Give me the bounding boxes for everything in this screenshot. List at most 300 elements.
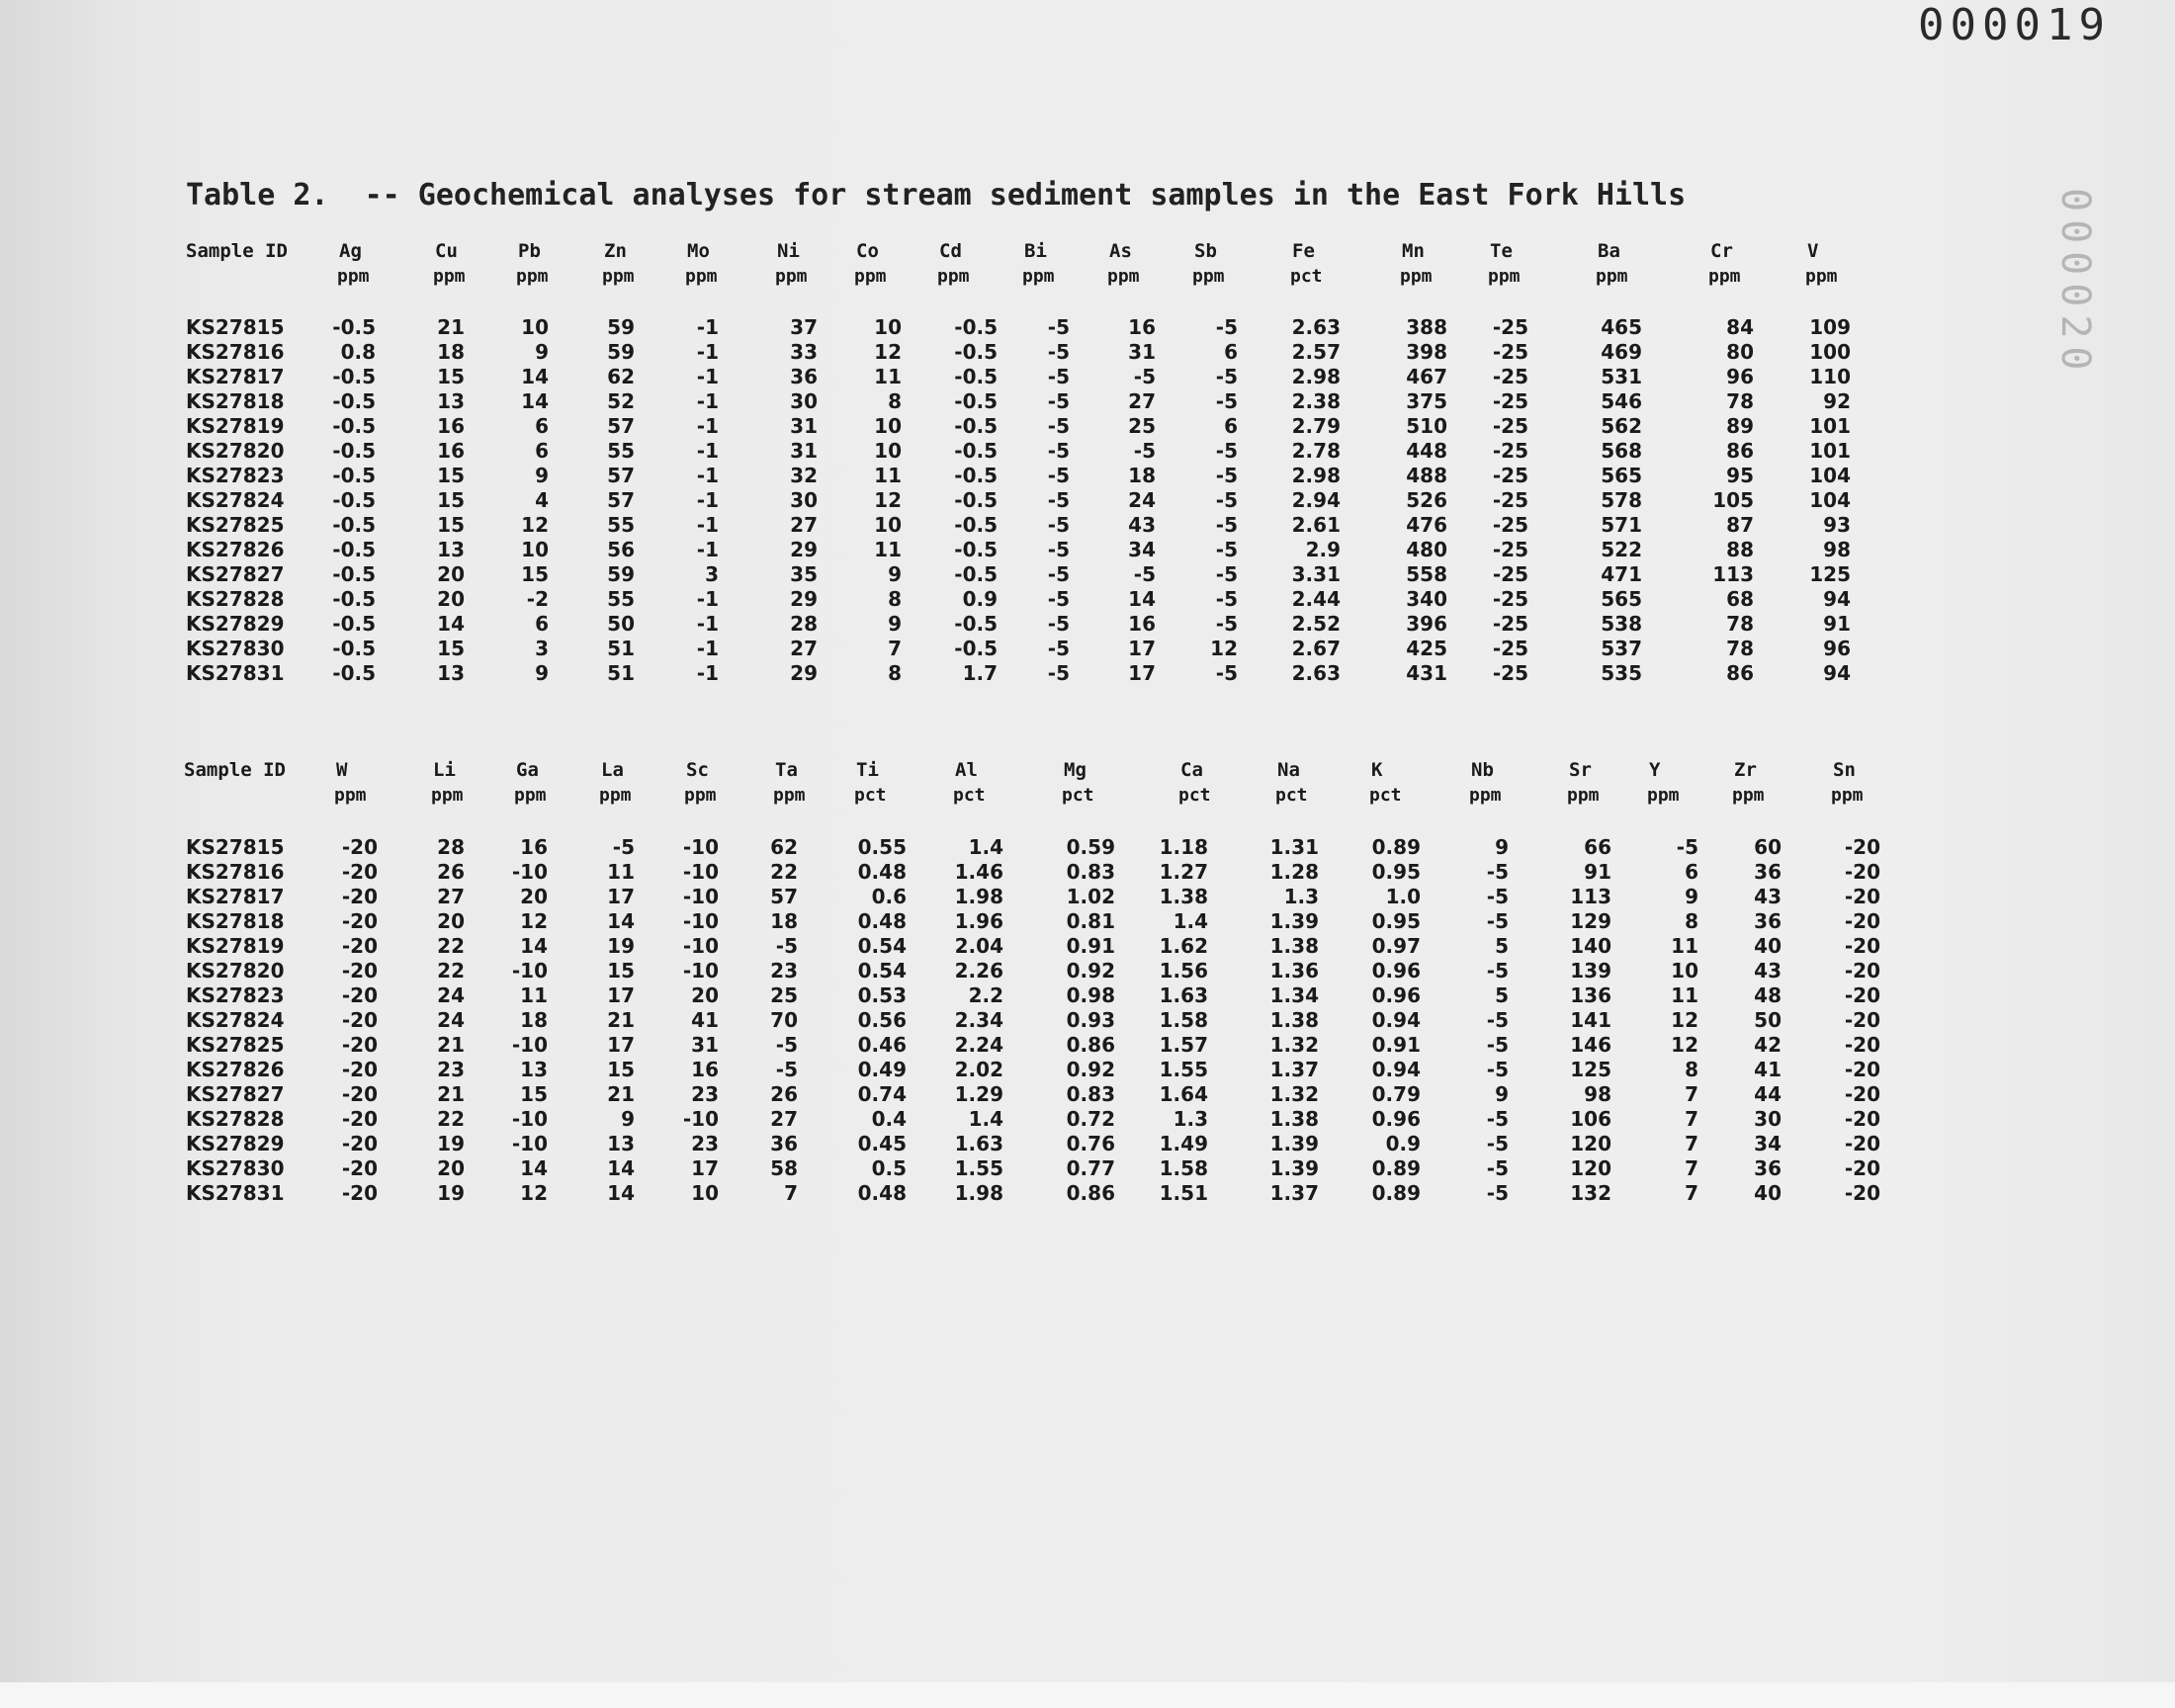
value-cell: -5 [1047, 315, 1070, 339]
column-header: Sn [1833, 759, 1856, 781]
column-unit: pct [854, 785, 887, 806]
value-cell: 0.81 [1066, 909, 1115, 933]
value-cell: 0.79 [1371, 1082, 1421, 1106]
value-cell: -5 [1676, 835, 1698, 859]
value-cell: -5 [1215, 587, 1238, 611]
value-cell: 1.64 [1159, 1082, 1208, 1106]
value-cell: -5 [1047, 365, 1070, 388]
value-cell: 55 [607, 587, 635, 611]
value-cell: 7 [1685, 1156, 1698, 1180]
value-cell: 0.48 [857, 909, 907, 933]
value-cell: -5 [775, 1058, 798, 1081]
sample-id-cell: KS27827 [186, 1082, 285, 1106]
column-header: Sample ID [186, 240, 288, 262]
value-cell: 28 [437, 835, 465, 859]
value-cell: 9 [535, 464, 549, 487]
value-cell: 30 [790, 488, 818, 512]
value-cell: -20 [1844, 1058, 1880, 1081]
value-cell: 1.39 [1269, 1132, 1319, 1155]
value-cell: 7 [1685, 1181, 1698, 1205]
value-cell: 1.39 [1269, 909, 1319, 933]
value-cell: 2.94 [1291, 488, 1341, 512]
value-cell: 13 [437, 538, 465, 561]
value-cell: 59 [607, 340, 635, 364]
value-cell: 1.31 [1269, 835, 1319, 859]
sample-id-cell: KS27816 [186, 340, 285, 364]
value-cell: 21 [437, 1082, 465, 1106]
value-cell: -20 [1844, 885, 1880, 908]
value-cell: -20 [1844, 1033, 1880, 1057]
value-cell: 62 [770, 835, 798, 859]
column-unit: ppm [599, 785, 632, 806]
value-cell: 2.52 [1291, 612, 1341, 636]
value-cell: -1 [696, 389, 719, 413]
column-unit: pct [953, 785, 986, 806]
value-cell: 0.77 [1066, 1156, 1115, 1180]
value-cell: 32 [790, 464, 818, 487]
value-cell: 1.58 [1159, 1156, 1208, 1180]
value-cell: -5 [1047, 612, 1070, 636]
column-header: As [1109, 240, 1132, 262]
value-cell: 20 [437, 587, 465, 611]
value-cell: 10 [521, 538, 549, 561]
value-cell: 3 [705, 562, 719, 586]
value-cell: -10 [511, 959, 548, 982]
value-cell: -0.5 [954, 389, 998, 413]
value-cell: -5 [1486, 885, 1509, 908]
column-header: Mn [1402, 240, 1425, 262]
value-cell: 29 [790, 538, 818, 561]
value-cell: 2.2 [968, 983, 1003, 1007]
value-cell: 12 [520, 909, 548, 933]
value-cell: 0.95 [1371, 909, 1421, 933]
value-cell: 15 [437, 464, 465, 487]
value-cell: 1.34 [1269, 983, 1319, 1007]
value-cell: 0.83 [1066, 1082, 1115, 1106]
value-cell: 141 [1570, 1008, 1611, 1032]
value-cell: 91 [1584, 860, 1611, 884]
value-cell: 14 [437, 612, 465, 636]
value-cell: -20 [1844, 1082, 1880, 1106]
column-header: Cu [435, 240, 458, 262]
value-cell: 0.83 [1066, 860, 1115, 884]
value-cell: -5 [1047, 587, 1070, 611]
value-cell: 6 [1224, 414, 1238, 438]
value-cell: 17 [607, 885, 635, 908]
sample-id-cell: KS27831 [186, 1181, 285, 1205]
value-cell: 1.98 [954, 885, 1003, 908]
value-cell: 0.86 [1066, 1033, 1115, 1057]
value-cell: 12 [874, 340, 902, 364]
value-cell: 2.34 [954, 1008, 1003, 1032]
value-cell: -25 [1492, 340, 1528, 364]
value-cell: 0.59 [1066, 835, 1115, 859]
value-cell: 57 [607, 414, 635, 438]
sample-id-cell: KS27815 [186, 315, 285, 339]
value-cell: 14 [1128, 587, 1156, 611]
column-header: Bi [1024, 240, 1047, 262]
column-header: Cd [939, 240, 962, 262]
value-cell: 1.98 [954, 1181, 1003, 1205]
value-cell: -1 [696, 612, 719, 636]
value-cell: 19 [607, 934, 635, 958]
value-cell: 120 [1570, 1132, 1611, 1155]
value-cell: -5 [1215, 389, 1238, 413]
value-cell: -5 [1486, 1132, 1509, 1155]
value-cell: 104 [1809, 488, 1851, 512]
value-cell: 36 [1754, 1156, 1782, 1180]
column-header: La [601, 759, 624, 781]
value-cell: 27 [790, 637, 818, 660]
value-cell: 526 [1406, 488, 1447, 512]
column-header: W [336, 759, 348, 781]
value-cell: 1.4 [968, 1107, 1003, 1131]
value-cell: 4 [535, 488, 549, 512]
value-cell: 92 [1823, 389, 1851, 413]
value-cell: -0.5 [954, 340, 998, 364]
value-cell: 18 [770, 909, 798, 933]
column-unit: pct [1062, 785, 1094, 806]
value-cell: 51 [607, 661, 635, 685]
value-cell: -5 [1215, 612, 1238, 636]
value-cell: -10 [682, 835, 719, 859]
value-cell: 488 [1406, 464, 1447, 487]
value-cell: 101 [1809, 414, 1851, 438]
value-cell: 568 [1601, 439, 1642, 463]
value-cell: 1.49 [1159, 1132, 1208, 1155]
value-cell: -20 [1844, 1107, 1880, 1131]
value-cell: 15 [607, 959, 635, 982]
value-cell: -10 [511, 860, 548, 884]
column-header: Ti [856, 759, 879, 781]
value-cell: -5 [1486, 1033, 1509, 1057]
value-cell: -10 [511, 1033, 548, 1057]
value-cell: 42 [1754, 1033, 1782, 1057]
value-cell: 9 [1495, 835, 1509, 859]
column-header: Y [1649, 759, 1661, 781]
value-cell: 12 [1671, 1033, 1698, 1057]
value-cell: -0.5 [332, 389, 376, 413]
value-cell: -20 [341, 983, 378, 1007]
column-header: K [1371, 759, 1383, 781]
value-cell: -20 [341, 885, 378, 908]
value-cell: -5 [1215, 315, 1238, 339]
value-cell: 11 [607, 860, 635, 884]
value-cell: 0.92 [1066, 959, 1115, 982]
value-cell: 578 [1601, 488, 1642, 512]
column-unit: ppm [1469, 785, 1502, 806]
column-header: Li [433, 759, 456, 781]
value-cell: -0.5 [332, 464, 376, 487]
value-cell: 1.39 [1269, 1156, 1319, 1180]
value-cell: 10 [1671, 959, 1698, 982]
column-header: Ga [516, 759, 539, 781]
value-cell: 52 [607, 389, 635, 413]
value-cell: -5 [1047, 513, 1070, 537]
column-header: Sc [686, 759, 709, 781]
column-unit: ppm [1805, 266, 1838, 287]
value-cell: 59 [607, 562, 635, 586]
column-unit: ppm [684, 785, 717, 806]
value-cell: -20 [1844, 983, 1880, 1007]
value-cell: -1 [696, 365, 719, 388]
value-cell: -0.5 [954, 365, 998, 388]
value-cell: 86 [1726, 439, 1754, 463]
bleed-through-stamp: 000020 [2052, 188, 2098, 379]
value-cell: -5 [1047, 661, 1070, 685]
value-cell: 113 [1570, 885, 1611, 908]
column-unit: ppm [1567, 785, 1600, 806]
value-cell: 50 [1754, 1008, 1782, 1032]
value-cell: 48 [1754, 983, 1782, 1007]
value-cell: 11 [520, 983, 548, 1007]
sample-id-cell: KS27826 [186, 1058, 285, 1081]
value-cell: 2.98 [1291, 464, 1341, 487]
value-cell: -20 [341, 1156, 378, 1180]
value-cell: 55 [607, 513, 635, 537]
value-cell: 7 [1685, 1107, 1698, 1131]
value-cell: 17 [607, 983, 635, 1007]
value-cell: 31 [1128, 340, 1156, 364]
value-cell: 94 [1823, 587, 1851, 611]
value-cell: 2.9 [1305, 538, 1341, 561]
value-cell: 40 [1754, 1181, 1782, 1205]
value-cell: -5 [1047, 464, 1070, 487]
value-cell: -5 [1215, 538, 1238, 561]
value-cell: -0.5 [954, 464, 998, 487]
value-cell: -1 [696, 661, 719, 685]
value-cell: -0.5 [332, 513, 376, 537]
value-cell: 10 [874, 315, 902, 339]
value-cell: 13 [607, 1132, 635, 1155]
value-cell: 7 [888, 637, 902, 660]
value-cell: 88 [1726, 538, 1754, 561]
value-cell: 98 [1584, 1082, 1611, 1106]
value-cell: 27 [790, 513, 818, 537]
value-cell: -5 [1047, 488, 1070, 512]
column-header: Nb [1471, 759, 1494, 781]
value-cell: -0.5 [954, 315, 998, 339]
value-cell: 27 [770, 1107, 798, 1131]
sample-id-cell: KS27831 [186, 661, 285, 685]
value-cell: 57 [770, 885, 798, 908]
column-unit: ppm [1732, 785, 1765, 806]
value-cell: 62 [607, 365, 635, 388]
sample-id-cell: KS27823 [186, 983, 285, 1007]
value-cell: 2.44 [1291, 587, 1341, 611]
value-cell: -20 [341, 1058, 378, 1081]
value-cell: -5 [1133, 562, 1156, 586]
value-cell: 43 [1754, 885, 1782, 908]
value-cell: -20 [341, 934, 378, 958]
value-cell: 120 [1570, 1156, 1611, 1180]
value-cell: 16 [1128, 315, 1156, 339]
value-cell: 57 [607, 464, 635, 487]
value-cell: 2.98 [1291, 365, 1341, 388]
value-cell: 2.26 [954, 959, 1003, 982]
value-cell: -0.5 [954, 513, 998, 537]
value-cell: 84 [1726, 315, 1754, 339]
value-cell: 106 [1570, 1107, 1611, 1131]
value-cell: 5 [1495, 983, 1509, 1007]
value-cell: 1.55 [954, 1156, 1003, 1180]
value-cell: 537 [1601, 637, 1642, 660]
value-cell: -20 [1844, 959, 1880, 982]
value-cell: -20 [1844, 1008, 1880, 1032]
value-cell: 80 [1726, 340, 1754, 364]
column-header: V [1807, 240, 1819, 262]
value-cell: 12 [1671, 1008, 1698, 1032]
column-unit: ppm [773, 785, 806, 806]
value-cell: 24 [437, 1008, 465, 1032]
value-cell: 9 [621, 1107, 635, 1131]
value-cell: -25 [1492, 637, 1528, 660]
column-unit: ppm [937, 266, 970, 287]
value-cell: 17 [1128, 637, 1156, 660]
value-cell: 24 [437, 983, 465, 1007]
value-cell: 22 [770, 860, 798, 884]
value-cell: -0.5 [332, 661, 376, 685]
value-cell: 2.04 [954, 934, 1003, 958]
value-cell: 0.95 [1371, 860, 1421, 884]
value-cell: 14 [607, 1181, 635, 1205]
value-cell: -0.5 [954, 612, 998, 636]
value-cell: -1 [696, 587, 719, 611]
value-cell: 16 [437, 439, 465, 463]
value-cell: 522 [1601, 538, 1642, 561]
value-cell: -10 [682, 860, 719, 884]
value-cell: 57 [607, 488, 635, 512]
value-cell: -25 [1492, 315, 1528, 339]
value-cell: 6 [535, 612, 549, 636]
column-unit: ppm [602, 266, 635, 287]
value-cell: 1.63 [1159, 983, 1208, 1007]
value-cell: 565 [1601, 587, 1642, 611]
value-cell: 2.38 [1291, 389, 1341, 413]
value-cell: 89 [1726, 414, 1754, 438]
value-cell: 431 [1406, 661, 1447, 685]
value-cell: 9 [888, 612, 902, 636]
value-cell: 3.31 [1291, 562, 1341, 586]
value-cell: -25 [1492, 513, 1528, 537]
value-cell: -5 [1486, 1058, 1509, 1081]
value-cell: 558 [1406, 562, 1447, 586]
value-cell: 375 [1406, 389, 1447, 413]
column-header: Zn [604, 240, 627, 262]
value-cell: -20 [1844, 934, 1880, 958]
column-header: Ca [1180, 759, 1203, 781]
column-unit: pct [1178, 785, 1211, 806]
value-cell: 36 [770, 1132, 798, 1155]
value-cell: 8 [888, 587, 902, 611]
value-cell: 41 [691, 1008, 719, 1032]
value-cell: 14 [520, 1156, 548, 1180]
column-unit: ppm [433, 266, 466, 287]
value-cell: 469 [1601, 340, 1642, 364]
value-cell: 571 [1601, 513, 1642, 537]
value-cell: 132 [1570, 1181, 1611, 1205]
value-cell: -5 [1047, 340, 1070, 364]
value-cell: -20 [341, 860, 378, 884]
value-cell: 19 [437, 1181, 465, 1205]
value-cell: -25 [1492, 414, 1528, 438]
value-cell: 23 [691, 1082, 719, 1106]
value-cell: -5 [1215, 439, 1238, 463]
value-cell: 1.4 [968, 835, 1003, 859]
value-cell: 20 [437, 562, 465, 586]
value-cell: 0.91 [1371, 1033, 1421, 1057]
sample-id-cell: KS27828 [186, 1107, 285, 1131]
value-cell: -5 [1486, 1107, 1509, 1131]
value-cell: -5 [1486, 1156, 1509, 1180]
value-cell: 15 [437, 488, 465, 512]
value-cell: -20 [341, 1132, 378, 1155]
value-cell: 1.4 [1173, 909, 1208, 933]
value-cell: 0.48 [857, 1181, 907, 1205]
value-cell: -5 [1133, 439, 1156, 463]
value-cell: -1 [696, 439, 719, 463]
value-cell: -5 [1133, 365, 1156, 388]
value-cell: 8 [888, 661, 902, 685]
value-cell: -0.5 [954, 637, 998, 660]
value-cell: 15 [437, 365, 465, 388]
sample-id-cell: KS27824 [186, 1008, 285, 1032]
value-cell: -1 [696, 315, 719, 339]
value-cell: -0.5 [332, 637, 376, 660]
value-cell: 480 [1406, 538, 1447, 561]
value-cell: 0.96 [1371, 1107, 1421, 1131]
value-cell: 6 [1685, 860, 1698, 884]
sample-id-cell: KS27820 [186, 959, 285, 982]
value-cell: -0.5 [954, 414, 998, 438]
value-cell: 11 [1671, 983, 1698, 1007]
value-cell: 78 [1726, 389, 1754, 413]
column-header: Cr [1710, 240, 1733, 262]
column-unit: ppm [337, 266, 370, 287]
value-cell: 12 [520, 1181, 548, 1205]
value-cell: 2.78 [1291, 439, 1341, 463]
value-cell: 0.54 [857, 934, 907, 958]
value-cell: 7 [1685, 1132, 1698, 1155]
value-cell: 471 [1601, 562, 1642, 586]
value-cell: 18 [437, 340, 465, 364]
value-cell: 13 [437, 661, 465, 685]
value-cell: 16 [437, 414, 465, 438]
page-bottom-edge [0, 1682, 2175, 1708]
value-cell: -25 [1492, 439, 1528, 463]
value-cell: 0.54 [857, 959, 907, 982]
value-cell: 36 [1754, 860, 1782, 884]
value-cell: 36 [790, 365, 818, 388]
value-cell: 12 [874, 488, 902, 512]
value-cell: 44 [1754, 1082, 1782, 1106]
value-cell: 104 [1809, 464, 1851, 487]
value-cell: 26 [437, 860, 465, 884]
value-cell: 129 [1570, 909, 1611, 933]
column-header: Ba [1598, 240, 1620, 262]
value-cell: -0.5 [332, 612, 376, 636]
value-cell: -5 [1215, 661, 1238, 685]
value-cell: 43 [1754, 959, 1782, 982]
value-cell: 396 [1406, 612, 1447, 636]
value-cell: 17 [607, 1033, 635, 1057]
value-cell: 425 [1406, 637, 1447, 660]
value-cell: 11 [874, 365, 902, 388]
value-cell: 18 [1128, 464, 1156, 487]
value-cell: 0.89 [1371, 1156, 1421, 1180]
value-cell: -10 [682, 885, 719, 908]
value-cell: 1.62 [1159, 934, 1208, 958]
